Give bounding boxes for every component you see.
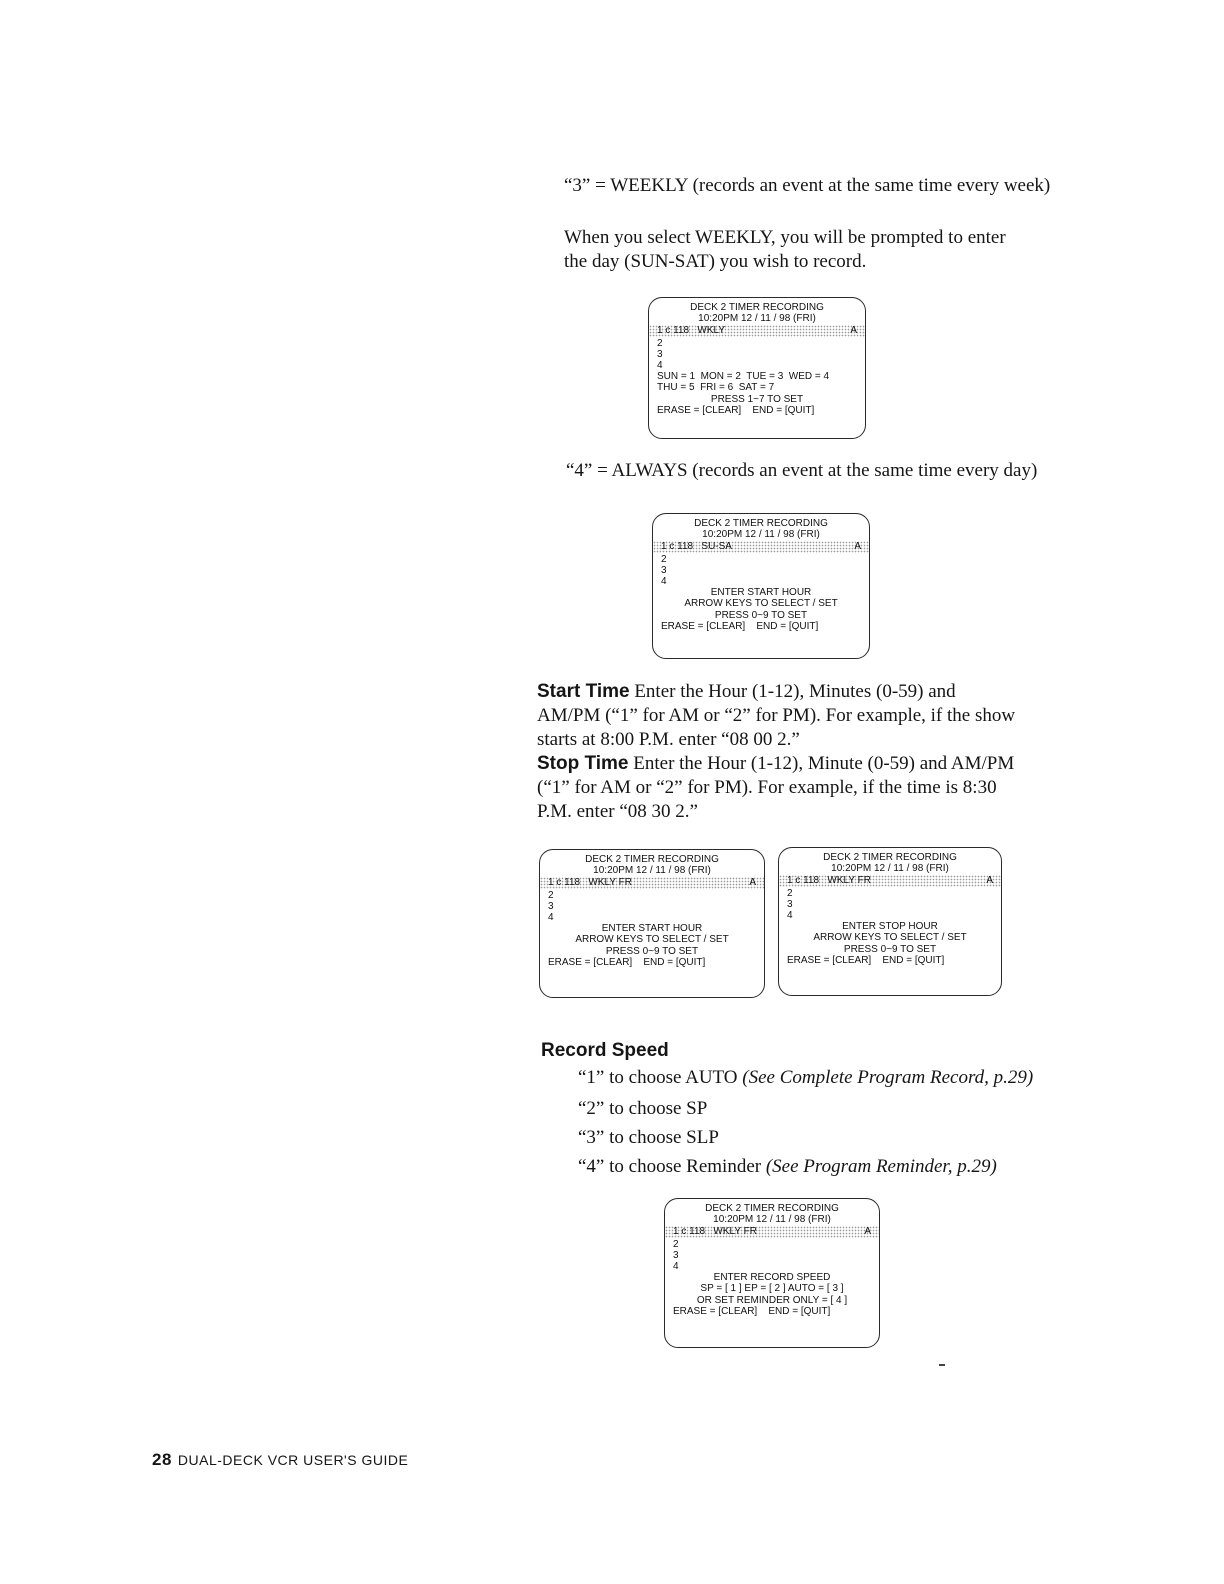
osd-row-2: 2	[661, 553, 667, 565]
page-footer	[152, 1450, 408, 1470]
osd-erase: ERASE = [CLEAR]	[657, 404, 742, 416]
record-speed-option-text: “1” to choose AUTO	[578, 1067, 743, 1088]
osd-line-1: ENTER START HOUR	[710, 587, 812, 599]
osd-program-row-text: 1 c 118 WKLY	[657, 325, 725, 337]
osd-line-1: ENTER START HOUR	[601, 923, 703, 935]
osd-row-3: 3	[548, 900, 554, 912]
weekly-note-text: When you select WEEKLY, you will be prompted to enter the day (SUN-SAT) you wish to record.	[564, 227, 1006, 272]
osd-title: DECK 2 TIMER RECORDING	[705, 1203, 839, 1214]
osd-program-row-text: 1 c 118 SU-SA	[661, 541, 732, 553]
start-time-text: Enter the Hour (1-12), Minutes (0-59) and AM/PM (“1” for AM or “2” for PM). For example, if the show starts at 8:00 P.M. enter “08 00 2.”	[537, 681, 1016, 750]
osd-program-row	[665, 1226, 879, 1237]
osd-row-4: 4	[661, 576, 667, 588]
osd-program-row	[653, 541, 869, 552]
osd-title: DECK 2 TIMER RECORDING	[823, 852, 957, 863]
osd-line-3: PRESS 0~9 TO SET	[714, 609, 808, 621]
osd-screen-stop-hour	[778, 847, 1002, 996]
osd-line-3: PRESS 0~9 TO SET	[605, 945, 699, 957]
osd-clock: 10:20PM 12 / 11 / 98 (FRI)	[702, 529, 820, 541]
osd-line-2: ARROW KEYS TO SELECT / SET	[684, 598, 838, 610]
osd-title: DECK 2 TIMER RECORDING	[694, 518, 828, 529]
osd-erase-end	[657, 405, 857, 416]
osd-erase-end	[548, 957, 756, 968]
osd-erase-end	[787, 955, 993, 966]
record-speed-option-text: “4” to choose Reminder	[578, 1156, 766, 1177]
osd-row-4: 4	[673, 1261, 679, 1273]
footer-title: DUAL-DECK VCR USER'S GUIDE	[177, 1452, 409, 1468]
start-time-label: Start Time	[537, 681, 630, 702]
record-speed-option-1	[578, 1066, 1033, 1090]
osd-row-2: 2	[657, 337, 663, 349]
osd-clock: 10:20PM 12 / 11 / 98 (FRI)	[831, 863, 949, 875]
osd-title: DECK 2 TIMER RECORDING	[690, 302, 824, 313]
osd-end: END = [QUIT]	[882, 954, 945, 966]
stray-mark	[939, 1364, 945, 1366]
osd-line-1: ENTER STOP HOUR	[842, 921, 938, 933]
osd-row-3: 3	[787, 898, 793, 910]
always-definition	[566, 459, 1074, 483]
osd-program-row-tail: A	[749, 877, 756, 889]
osd-end: END = [QUIT]	[643, 956, 706, 968]
record-speed-option-2	[578, 1097, 707, 1121]
osd-line-2: THU = 5 FRI = 6 SAT = 7	[657, 382, 775, 394]
osd-line-1: SUN = 1 MON = 2 TUE = 3 WED = 4	[657, 371, 830, 383]
osd-program-row-tail: A	[854, 541, 861, 553]
osd-line-3: PRESS 0~9 TO SET	[843, 943, 937, 955]
osd-screen-start-hour	[539, 849, 765, 998]
start-time-paragraph	[537, 680, 1019, 752]
weekly-definition	[564, 174, 1072, 198]
osd-clock: 10:20PM 12 / 11 / 98 (FRI)	[713, 1214, 831, 1226]
osd-program-row-text: 1 c 118 WKLY FR	[673, 1226, 757, 1238]
osd-program-row	[540, 877, 764, 888]
stop-time-paragraph	[537, 752, 1019, 824]
osd-clock: 10:20PM 12 / 11 / 98 (FRI)	[593, 865, 711, 877]
record-speed-heading: Record Speed	[541, 1040, 669, 1061]
osd-row-4: 4	[657, 360, 663, 372]
osd-title: DECK 2 TIMER RECORDING	[585, 854, 719, 865]
record-speed-option-text: “2” to choose SP	[578, 1098, 708, 1119]
osd-line-1: ENTER RECORD SPEED	[713, 1272, 831, 1284]
osd-line-2: SP = [ 1 ] EP = [ 2 ] AUTO = [ 3 ]	[700, 1283, 844, 1295]
record-speed-option-3	[578, 1126, 719, 1150]
osd-erase: ERASE = [CLEAR]	[787, 954, 872, 966]
osd-end: END = [QUIT]	[768, 1305, 831, 1317]
page-number: 28	[152, 1450, 172, 1469]
osd-program-row-tail: A	[986, 875, 993, 887]
osd-program-row	[649, 325, 865, 336]
osd-line-2: ARROW KEYS TO SELECT / SET	[575, 934, 729, 946]
osd-screen-weekly-day	[648, 297, 866, 439]
osd-row-4: 4	[787, 910, 793, 922]
osd-erase: ERASE = [CLEAR]	[661, 620, 746, 632]
osd-row-2: 2	[787, 887, 793, 899]
osd-program-row-text: 1 c 118 WKLY FR	[548, 877, 632, 889]
osd-screen-always-start	[652, 513, 870, 659]
record-speed-option-ref: (See Complete Program Record, p.29)	[742, 1067, 1034, 1088]
osd-row-3: 3	[661, 564, 667, 576]
osd-erase: ERASE = [CLEAR]	[673, 1305, 758, 1317]
osd-line-2: ARROW KEYS TO SELECT / SET	[813, 932, 967, 944]
record-speed-option-ref: (See Program Reminder, p.29)	[765, 1156, 997, 1177]
osd-screen-record-speed	[664, 1198, 880, 1348]
stop-time-label: Stop Time	[537, 753, 629, 774]
osd-row-4: 4	[548, 912, 554, 924]
always-definition-text: “4” = ALWAYS (records an event at the same time every day)	[566, 460, 1038, 481]
osd-program-row	[779, 875, 1001, 886]
osd-line-3: OR SET REMINDER ONLY = [ 4 ]	[696, 1294, 848, 1306]
osd-line-3: PRESS 1~7 TO SET	[710, 393, 804, 405]
osd-row-3: 3	[673, 1249, 679, 1261]
osd-program-row-tail: A	[850, 325, 857, 337]
stop-time-text: Enter the Hour (1-12), Minute (0-59) and AM/PM (“1” for AM or “2” for PM). For example, if the time is 8:30 P.M. enter “08 30 2.”	[537, 753, 1015, 822]
record-speed-option-text: “3” to choose SLP	[578, 1127, 719, 1148]
osd-erase: ERASE = [CLEAR]	[548, 956, 633, 968]
weekly-definition-text: “3” = WEEKLY (records an event at the same time every week)	[564, 175, 1051, 196]
osd-row-2: 2	[673, 1238, 679, 1250]
osd-end: END = [QUIT]	[756, 620, 819, 632]
osd-program-row-tail: A	[864, 1226, 871, 1238]
record-speed-option-4	[578, 1155, 997, 1179]
osd-row-2: 2	[548, 889, 554, 901]
osd-clock: 10:20PM 12 / 11 / 98 (FRI)	[698, 313, 816, 325]
weekly-note	[564, 226, 1024, 274]
osd-end: END = [QUIT]	[752, 404, 815, 416]
osd-row-3: 3	[657, 348, 663, 360]
osd-erase-end	[673, 1306, 871, 1317]
osd-erase-end	[661, 621, 861, 632]
osd-program-row-text: 1 c 118 WKLY FR	[787, 875, 871, 887]
